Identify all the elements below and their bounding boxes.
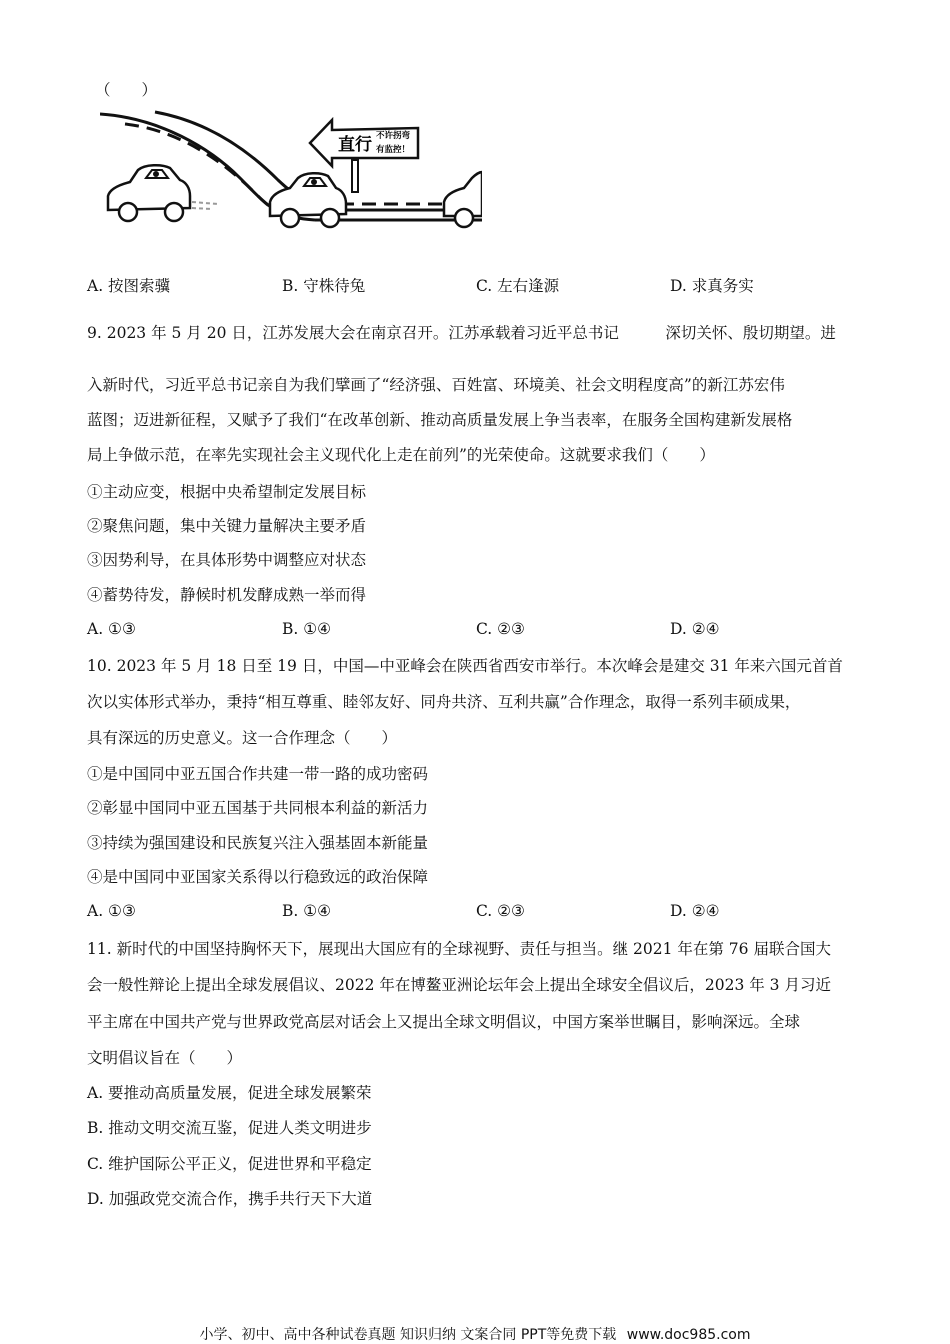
sign-main-text: 直行	[338, 135, 372, 155]
road-cartoon	[100, 108, 482, 236]
q10-option-a[interactable]: A. ①③	[87, 902, 136, 920]
q8-option-b[interactable]: B. 守株待兔	[282, 277, 366, 295]
q9-line-3: 蓝图；迈进新征程，又赋予了我们“在改革创新、推动高质量发展上争当表率，在服务全国构建新发展格	[87, 411, 793, 429]
q9-option-a[interactable]: A. ①③	[87, 620, 136, 638]
q9-statement-3: ③因势利导，在具体形势中调整应对状态	[87, 551, 367, 569]
left-car-icon	[108, 165, 218, 221]
q9-option-d[interactable]: D. ②④	[670, 620, 720, 638]
q10-statement-2: ②彰显中国同中亚五国基于共同根本利益的新活力	[87, 799, 429, 817]
q11-line-4: 文明倡议旨在（ ）	[87, 1049, 243, 1067]
q9-line-1: 9. 2023 年 5 月 20 日，江苏发展大会在南京召开。江苏承载着习近平总书记 深切关怀、殷切期望。进	[87, 324, 836, 342]
q10-option-c[interactable]: C. ②③	[476, 902, 525, 920]
q10-option-b[interactable]: B. ①④	[282, 902, 332, 920]
q11-line-1: 11. 新时代的中国坚持胸怀天下，展现出大国应有的全球视野、责任与担当。继 2021 年在第 76 届联合国大	[87, 940, 831, 958]
q9-option-b[interactable]: B. ①④	[282, 620, 332, 638]
q8-option-c[interactable]: C. 左右逢源	[476, 277, 560, 295]
q9-statement-2: ②聚焦问题，集中关键力量解决主要矛盾	[87, 517, 367, 535]
q11-line-3: 平主席在中国共产党与世界政党高层对话会上又提出全球文明倡议，中国方案举世瞩目，影响深远。全球	[87, 1013, 801, 1031]
q10-statement-1: ①是中国同中亚五国合作共建一带一路的成功密码	[87, 765, 429, 783]
q8-option-d[interactable]: D. 求真务实	[670, 277, 754, 295]
sign-note-1: 不许拐弯	[376, 131, 411, 141]
q8-option-a[interactable]: A. 按图索骥	[87, 277, 171, 295]
q9-option-c[interactable]: C. ②③	[476, 620, 525, 638]
q11-line-2: 会一般性辩论上提出全球发展倡议、2022 年在博鳌亚洲论坛年会上提出全球安全倡议后，2023 年 3 月习近	[87, 976, 831, 994]
q11-option-b[interactable]: B. 推动文明交流互鉴，促进人类文明进步	[87, 1119, 372, 1137]
q10-line-2: 次以实体形式举办，秉持“相互尊重、睦邻友好、同舟共济、互利共赢”合作理念，取得一系列丰硕成果，	[87, 693, 801, 711]
q9-statement-1: ①主动应变，根据中央希望制定发展目标	[87, 483, 367, 501]
footer-site-link[interactable]: www.doc985.com	[626, 1327, 751, 1343]
q9-statement-4: ④蓄势待发，静候时机发酵成熟一举而得	[87, 586, 367, 604]
q8-answer-paren: （ ）	[95, 81, 158, 99]
q11-option-c[interactable]: C. 维护国际公平正义，促进世界和平稳定	[87, 1155, 372, 1173]
sign-post	[352, 160, 358, 192]
page-footer	[0, 1324, 950, 1344]
q10-line-3: 具有深远的历史意义。这一合作理念（ ）	[87, 729, 398, 747]
q10-option-d[interactable]: D. ②④	[670, 902, 720, 920]
q9-line-4: 局上争做示范，在率先实现社会主义现代化上走在前列”的光荣使命。这就要求我们（ ）	[87, 446, 715, 464]
q10-statement-3: ③持续为强国建设和民族复兴注入强基固本新能量	[87, 834, 429, 852]
sign-note-2: 有监控！	[376, 145, 411, 155]
footer-text: 小学、初中、高中各种试卷真题 知识归纳 文案合同 PPT等免费下载	[199, 1327, 617, 1343]
q10-line-1: 10. 2023 年 5 月 18 日至 19 日，中国—中亚峰会在陕西省西安市举行。本次峰会是建交 31 年来六国元首首	[87, 657, 843, 675]
q11-option-a[interactable]: A. 要推动高质量发展，促进全球发展繁荣	[87, 1084, 372, 1102]
q9-line-2: 入新时代，习近平总书记亲自为我们擘画了“经济强、百姓富、环境美、社会文明程度高”的新江苏宏伟	[87, 376, 785, 394]
q10-statement-4: ④是中国同中亚国家关系得以行稳致远的政治保障	[87, 868, 429, 886]
q11-option-d[interactable]: D. 加强政党交流合作，携手共行天下大道	[87, 1190, 373, 1208]
